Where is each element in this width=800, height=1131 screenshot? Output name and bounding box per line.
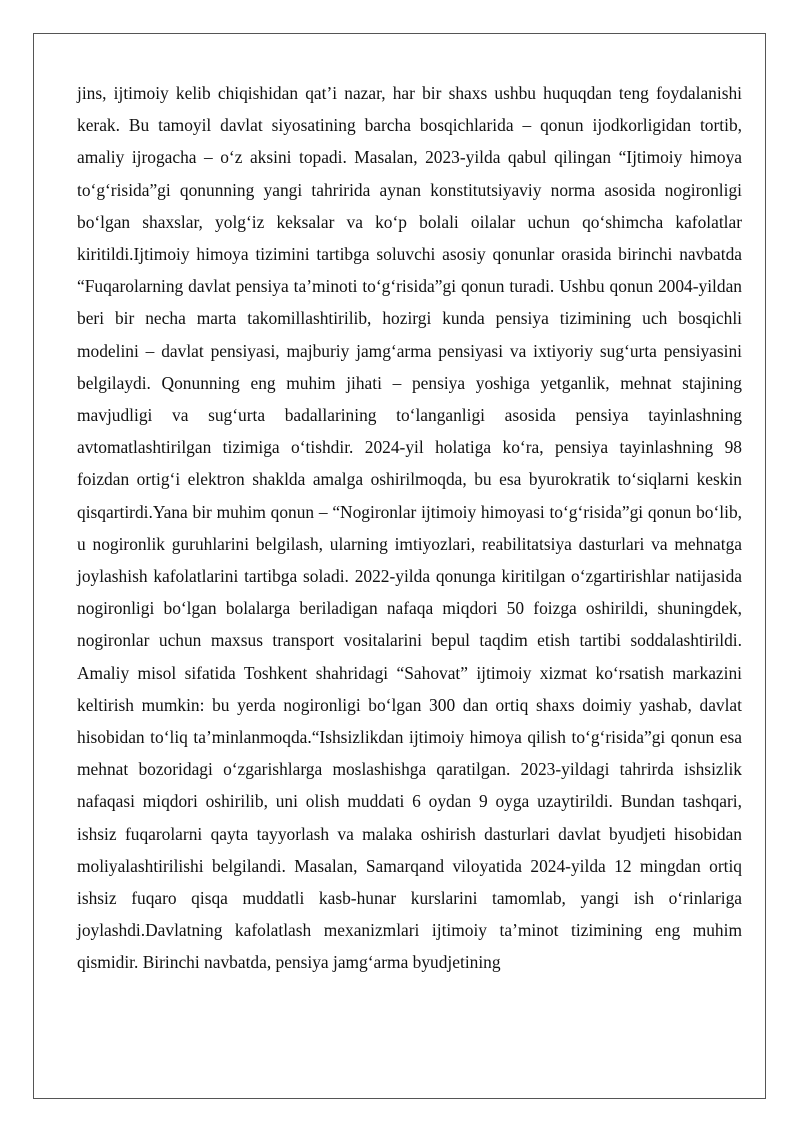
page-frame <box>33 33 766 1099</box>
body-paragraph: jins, ijtimoiy kelib chiqishidan qat’i nazar, har bir shaxs ushbu huquqdan teng foydalanishi kerak. Bu tamoyil davlat siyosatining barcha bosqichlarida – qonun ijodkorligidan tortib, amaliy ijrogacha – o‘z aksini topadi. Masalan, 2023-yilda qabul qilingan “Ijtimoiy himoya to‘g‘risida”gi qonunning yangi tahririda aynan konstitutsiyaviy norma asosida nogironligi bo‘lgan shaxslar, yolg‘iz keksalar va ko‘p bolali oilalar uchun qo‘shimcha kafolatlar kiritildi.Ijtimoiy himoya tizimini tartibga soluvchi asosiy qonunlar orasida birinchi navbatda “Fuqarolarning davlat pensiya ta’minoti to‘g‘risida”gi qonun turadi. Ushbu qonun 2004-yildan beri bir necha marta takomillashtirilib, hozirgi kunda pensiya tizimining uch bosqichli modelini – davlat pensiyasi, majburiy jamg‘arma pensiyasi va ixtiyoriy sug‘urta pensiyasini belgilaydi. Qonunning eng muhim jihati – pensiya yoshiga yetganlik, mehnat stajining mavjudligi va sug‘urta badallarining to‘langanligi asosida pensiya tayinlashning avtomatlashtirilgan tizimiga o‘tishdir. 2024-yil holatiga ko‘ra, pensiya tayinlashning 98 foizdan ortig‘i elektron shaklda amalga oshirilmoqda, bu esa byurokratik to‘siqlarni keskin qisqartirdi.Yana bir muhim qonun – “Nogironlar ijtimoiy himoyasi to‘g‘risida”gi qonun bo‘lib, u nogironlik guruhlarini belgilash, ularning imtiyozlari, reabilitatsiya dasturlari va mehnatga joylashish kafolatlarini tartibga soladi. 2022-yilda qonunga kiritilgan o‘zgartirishlar natijasida nogironligi bo‘lgan bolalarga beriladigan nafaqa miqdori 50 foizga oshirildi, shuningdek, nogironlar uchun maxsus transport vositalarini bepul taqdim etish tartibi soddalashtirildi. Amaliy misol sifatida Toshkent shahridagi “Sahovat” ijtimoiy xizmat ko‘rsatish markazini keltirish mumkin: bu yerda nogironligi bo‘lgan 300 dan ortiq shaxs doimiy yashab, davlat hisobidan to‘liq ta’minlanmoqda.“Ishsizlikdan ijtimoiy himoya qilish to‘g‘risida”gi qonun esa mehnat bozoridagi o‘zgarishlarga moslashishga qaratilgan. 2023-yildagi tahrirda ishsizlik nafaqasi miqdori oshirilib, uni olish muddati 6 oydan 9 oyga uzaytirildi. Bundan tashqari, ishsiz fuqarolarni qayta tayyorlash va malaka oshirish dasturlari davlat byudjeti hisobidan moliyalashtirilishi belgilandi. Masalan, Samarqand viloyatida 2024-yilda 12 mingdan ortiq ishsiz fuqaro qisqa muddatli kasb-hunar kurslarini tamomlab, yangi ish o‘rinlariga joylashdi.Davlatning kafolatlash mexanizmlari ijtimoiy ta’minot tizimining eng muhim qismidir. Birinchi navbatda, pensiya jamg‘arma byudjetining <box>77 83 742 973</box>
